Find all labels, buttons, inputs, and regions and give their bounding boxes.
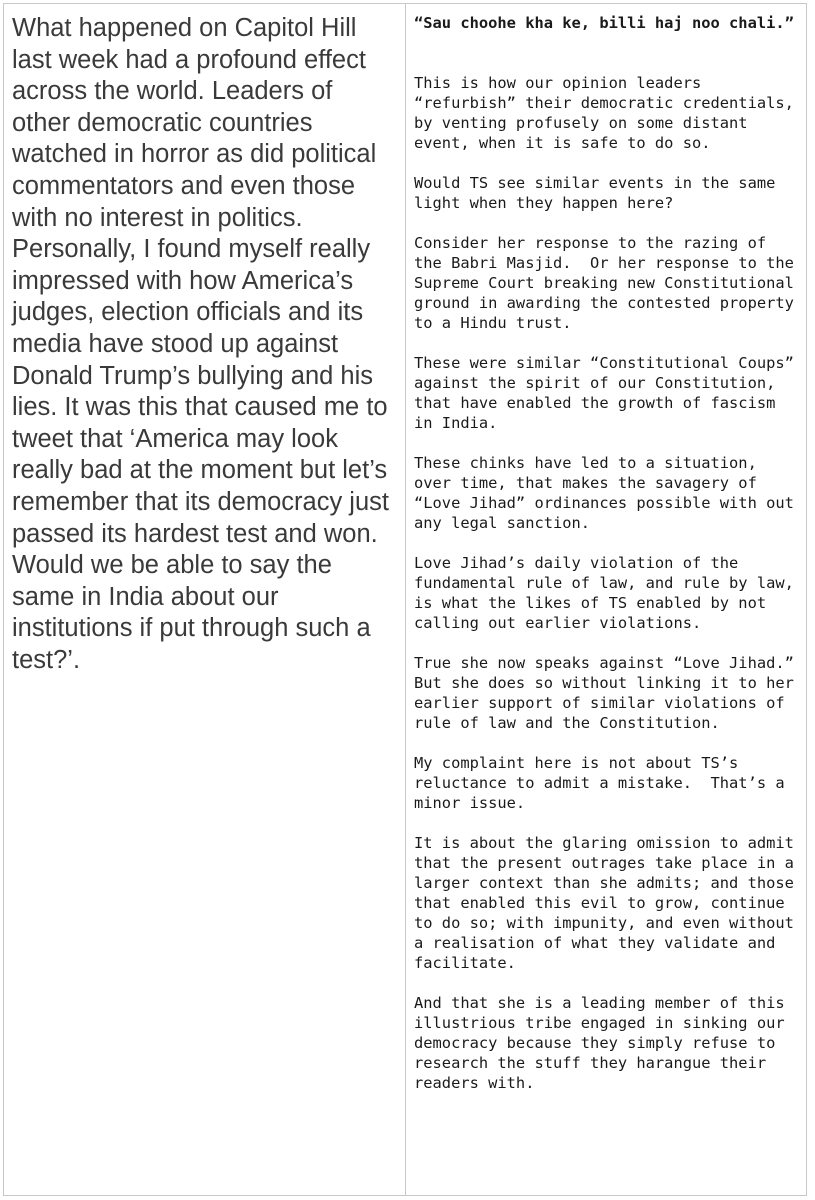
commentary-paragraph: These were similar “Constitutional Coups” against the spirit of our Constitution, that have enabled the growth of fascism in India. — [414, 354, 804, 432]
commentary-paragraph: True she now speaks against “Love Jihad.” But she does so without linking it to her earlier support of similar violations of rule of law and the Constitution. — [414, 654, 813, 732]
commentary-paragraph: It is about the glaring omission to admit that the present outrages take place in a larger context than she admits; and those that enabled this evil to grow, continue to do so; with impunity, and even without a realisation of what they validate and facilitate. — [414, 834, 804, 972]
commentary-paragraph: Would TS see similar events in the same light when they happen here? — [414, 174, 785, 212]
quoted-article-text: What happened on Capitol Hill last week had a profound effect across the world. Leaders of other democratic countries watched in horror as did political commentators and even those with no interest in politics. Personally, I found myself really impressed with how America’s judges, election officials and its media have stood up against Donald Trump’s bullying and his lies. It was this that caused me to tweet that ‘America may look really bad at the moment but let’s remember that its democracy just passed its hardest test and won. Would we be able to say the same in India about our institutions if put through such a test?’. — [12, 14, 389, 674]
quoted-article-column — [4, 4, 406, 1195]
commentary-paragraph: These chinks have led to a situation, over time, that makes the savagery of “Love Jihad” ordinances possible with out any legal sanction. — [414, 454, 804, 532]
commentary-paragraph: Love Jihad’s daily violation of the fundamental rule of law, and rule by law, is what the likes of TS enabled by not calling out earlier violations. — [414, 554, 804, 632]
commentary-column — [406, 4, 813, 1195]
commentary-paragraph: Consider her response to the razing of the Babri Masjid. Or her response to the Supreme Court breaking new Constitutional ground in awarding the contested property to a Hindu trust. — [414, 234, 804, 332]
commentary-proverb: “Sau choohe kha ke, billi haj noo chali.” — [414, 14, 794, 32]
commentary-paragraph: This is how our opinion leaders “refurbish” their democratic credentials, by venting profusely on some distant event, when it is safe to do so. — [414, 74, 804, 152]
commentary-paragraph: My complaint here is not about TS’s reluctance to admit a mistake. That’s a minor issue. — [414, 754, 794, 812]
two-column-table — [3, 3, 813, 1196]
commentary-paragraph: And that she is a leading member of this illustrious tribe engaged in sinking our democracy because they simply refuse to research the stuff they harangue their readers with. — [414, 994, 794, 1092]
